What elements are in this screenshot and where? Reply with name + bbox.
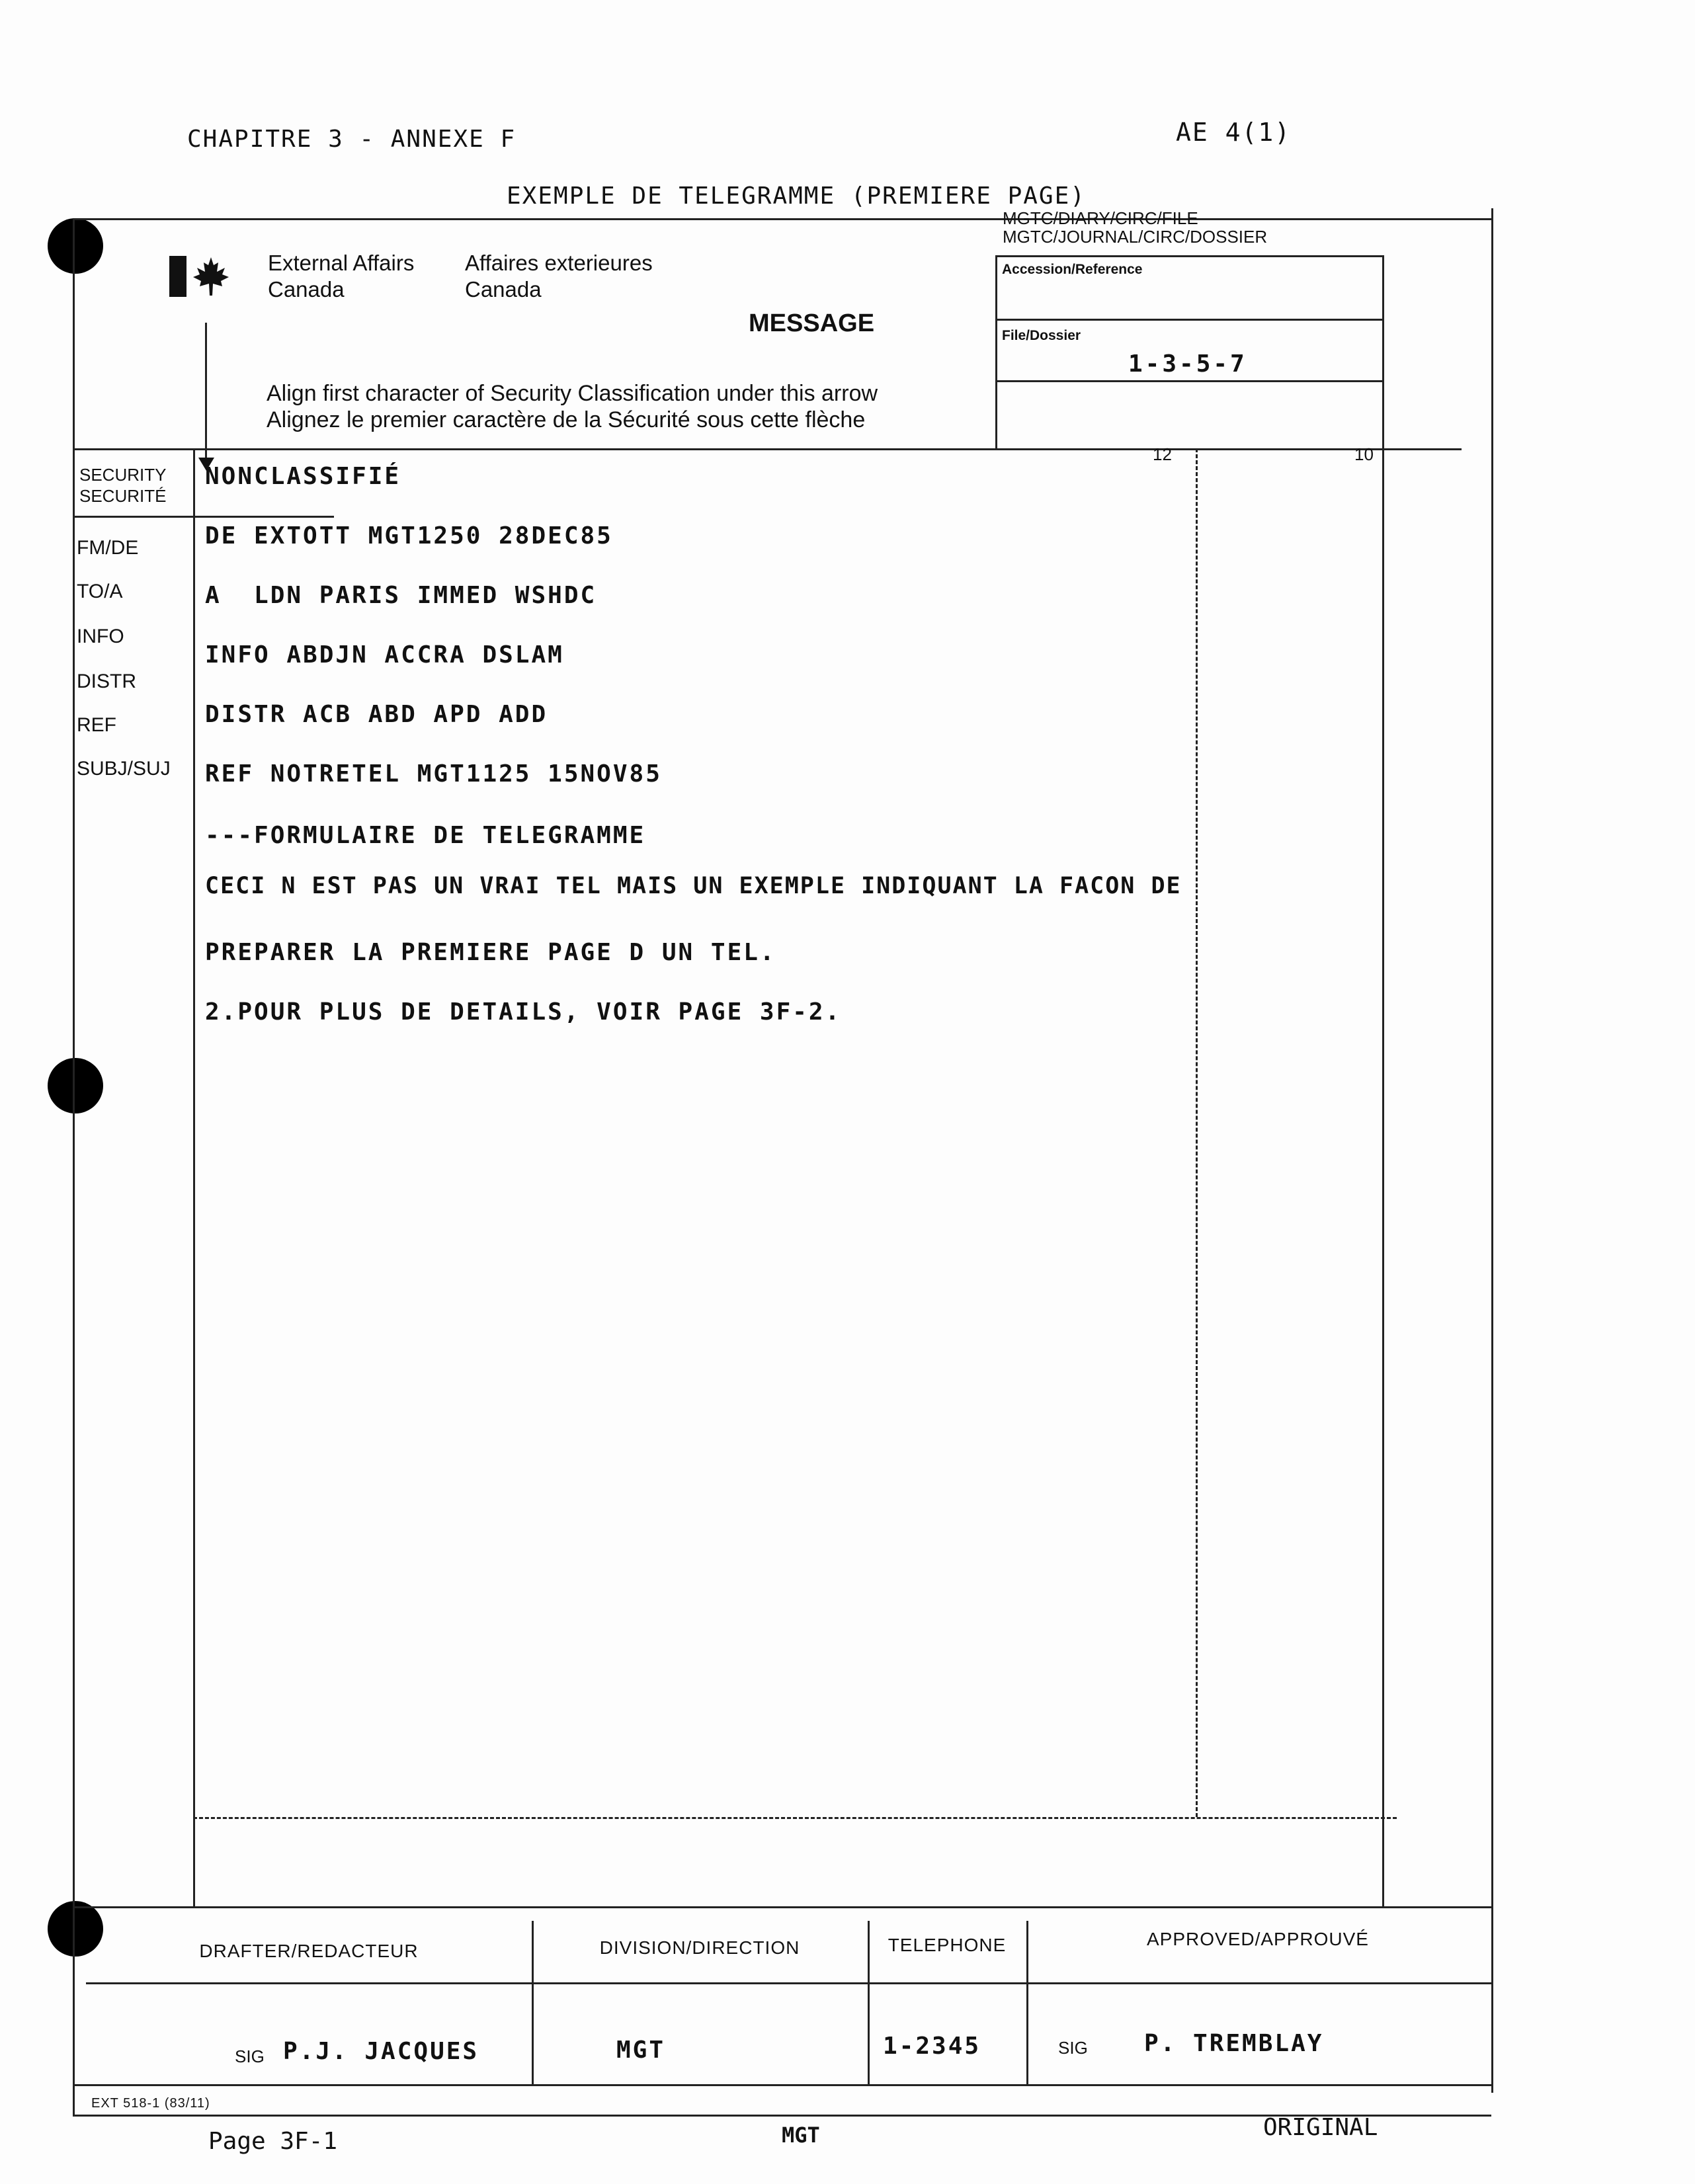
filebox-divider-2 bbox=[995, 380, 1382, 382]
message-line: REF NOTRETEL MGT1125 15NOV85 bbox=[205, 760, 662, 788]
flag-bar bbox=[169, 256, 186, 297]
label-from: FM/DE bbox=[77, 537, 139, 559]
approver-name: P. TREMBLAY bbox=[1144, 2030, 1324, 2057]
division-value: MGT bbox=[616, 2037, 666, 2064]
frame-top bbox=[73, 218, 1491, 220]
filebox-right bbox=[1382, 255, 1384, 448]
telephone-header: TELEPHONE bbox=[888, 1935, 1007, 1955]
footer-table-header-divider bbox=[86, 1982, 1491, 1984]
footer-table-top bbox=[73, 1906, 1491, 1908]
chapter-heading: CHAPITRE 3 - ANNEXE F bbox=[187, 126, 517, 153]
margin-marker-12: 12 bbox=[1153, 444, 1172, 464]
security-label: SECURITY SECURITÉ bbox=[79, 465, 167, 506]
message-line: DISTR ACB ABD APD ADD bbox=[205, 701, 548, 728]
file-number: 1-3-5-7 bbox=[1128, 350, 1247, 378]
document-reference: AE 4(1) bbox=[1176, 118, 1292, 147]
binder-hole-top bbox=[48, 218, 103, 274]
drafter-name: P.J. JACQUES bbox=[283, 2038, 479, 2065]
message-line: INFO ABDJN ACCRA DSLAM bbox=[205, 641, 564, 668]
footer-table-bottom bbox=[73, 2084, 1491, 2086]
page-number: Page 3F-1 bbox=[208, 2128, 338, 2155]
filebox-top bbox=[995, 255, 1382, 257]
filebox-left bbox=[995, 255, 997, 448]
approved-header: APPROVED/APPROUVÉ bbox=[1147, 1929, 1369, 1949]
filebox-title: MGTC/DIARY/CIRC/FILE MGTC/JOURNAL/CIRC/DOSSIER bbox=[1003, 208, 1268, 247]
message-line: PREPARER LA PREMIERE PAGE D UN TEL. bbox=[205, 939, 776, 966]
text-area-bottom-guide bbox=[193, 1817, 1397, 1819]
drafter-header: DRAFTER/REDACTEUR bbox=[199, 1941, 419, 1961]
org-name-fr: Affaires exterieures Canada bbox=[465, 251, 653, 302]
approver-sig-label: SIG bbox=[1058, 2038, 1088, 2058]
form-title: MESSAGE bbox=[749, 309, 875, 337]
security-classification: NONCLASSIFIÉ bbox=[205, 463, 401, 490]
file-label: File/Dossier bbox=[1002, 328, 1081, 343]
right-margin-guide bbox=[1196, 448, 1198, 1817]
org-name-en: External Affairs Canada bbox=[268, 251, 415, 302]
filebox-divider-1 bbox=[995, 319, 1382, 321]
form-code: EXT 518-1 (83/11) bbox=[91, 2096, 210, 2111]
footer-center-code: MGT bbox=[782, 2123, 820, 2148]
alignment-arrow-shaft bbox=[205, 323, 207, 462]
message-line: A LDN PARIS IMMED WSHDC bbox=[205, 582, 597, 609]
binder-hole-middle bbox=[48, 1058, 103, 1113]
label-subject: SUBJ/SUJ bbox=[77, 758, 171, 780]
division-header: DIVISION/DIRECTION bbox=[599, 1937, 800, 1958]
maple-leaf-icon bbox=[192, 256, 230, 297]
label-info: INFO bbox=[77, 626, 124, 647]
document-title: EXEMPLE DE TELEGRAMME (PREMIERE PAGE) bbox=[507, 182, 1086, 210]
copy-designation: ORIGINAL bbox=[1263, 2114, 1378, 2141]
margin-marker-10: 10 bbox=[1354, 444, 1374, 464]
frame-left bbox=[73, 218, 75, 2115]
label-column-divider bbox=[193, 448, 195, 1906]
security-underline bbox=[73, 516, 334, 518]
message-line: DE EXTOTT MGT1250 28DEC85 bbox=[205, 522, 613, 549]
drafter-sig-label: SIG bbox=[235, 2046, 265, 2066]
message-area-top bbox=[73, 448, 1462, 450]
message-line: 2.POUR PLUS DE DETAILS, VOIR PAGE 3F-2. bbox=[205, 998, 842, 1026]
label-ref: REF bbox=[77, 714, 116, 736]
message-line: CECI N EST PAS UN VRAI TEL MAIS UN EXEMPLE INDIQUANT LA FACON DE bbox=[205, 873, 1182, 899]
label-distr: DISTR bbox=[77, 670, 136, 692]
label-to: TO/A bbox=[77, 581, 123, 602]
accession-label: Accession/Reference bbox=[1002, 262, 1143, 277]
message-line: ---FORMULAIRE DE TELEGRAMME bbox=[205, 822, 646, 849]
alignment-instructions: Align first character of Security Classification under this arrow Alignez le premier caractère de la Sécurité sous cette flèche bbox=[267, 381, 878, 432]
frame-right bbox=[1491, 208, 1493, 2093]
message-area-right bbox=[1382, 448, 1384, 1906]
telephone-value: 1-2345 bbox=[883, 2033, 981, 2060]
